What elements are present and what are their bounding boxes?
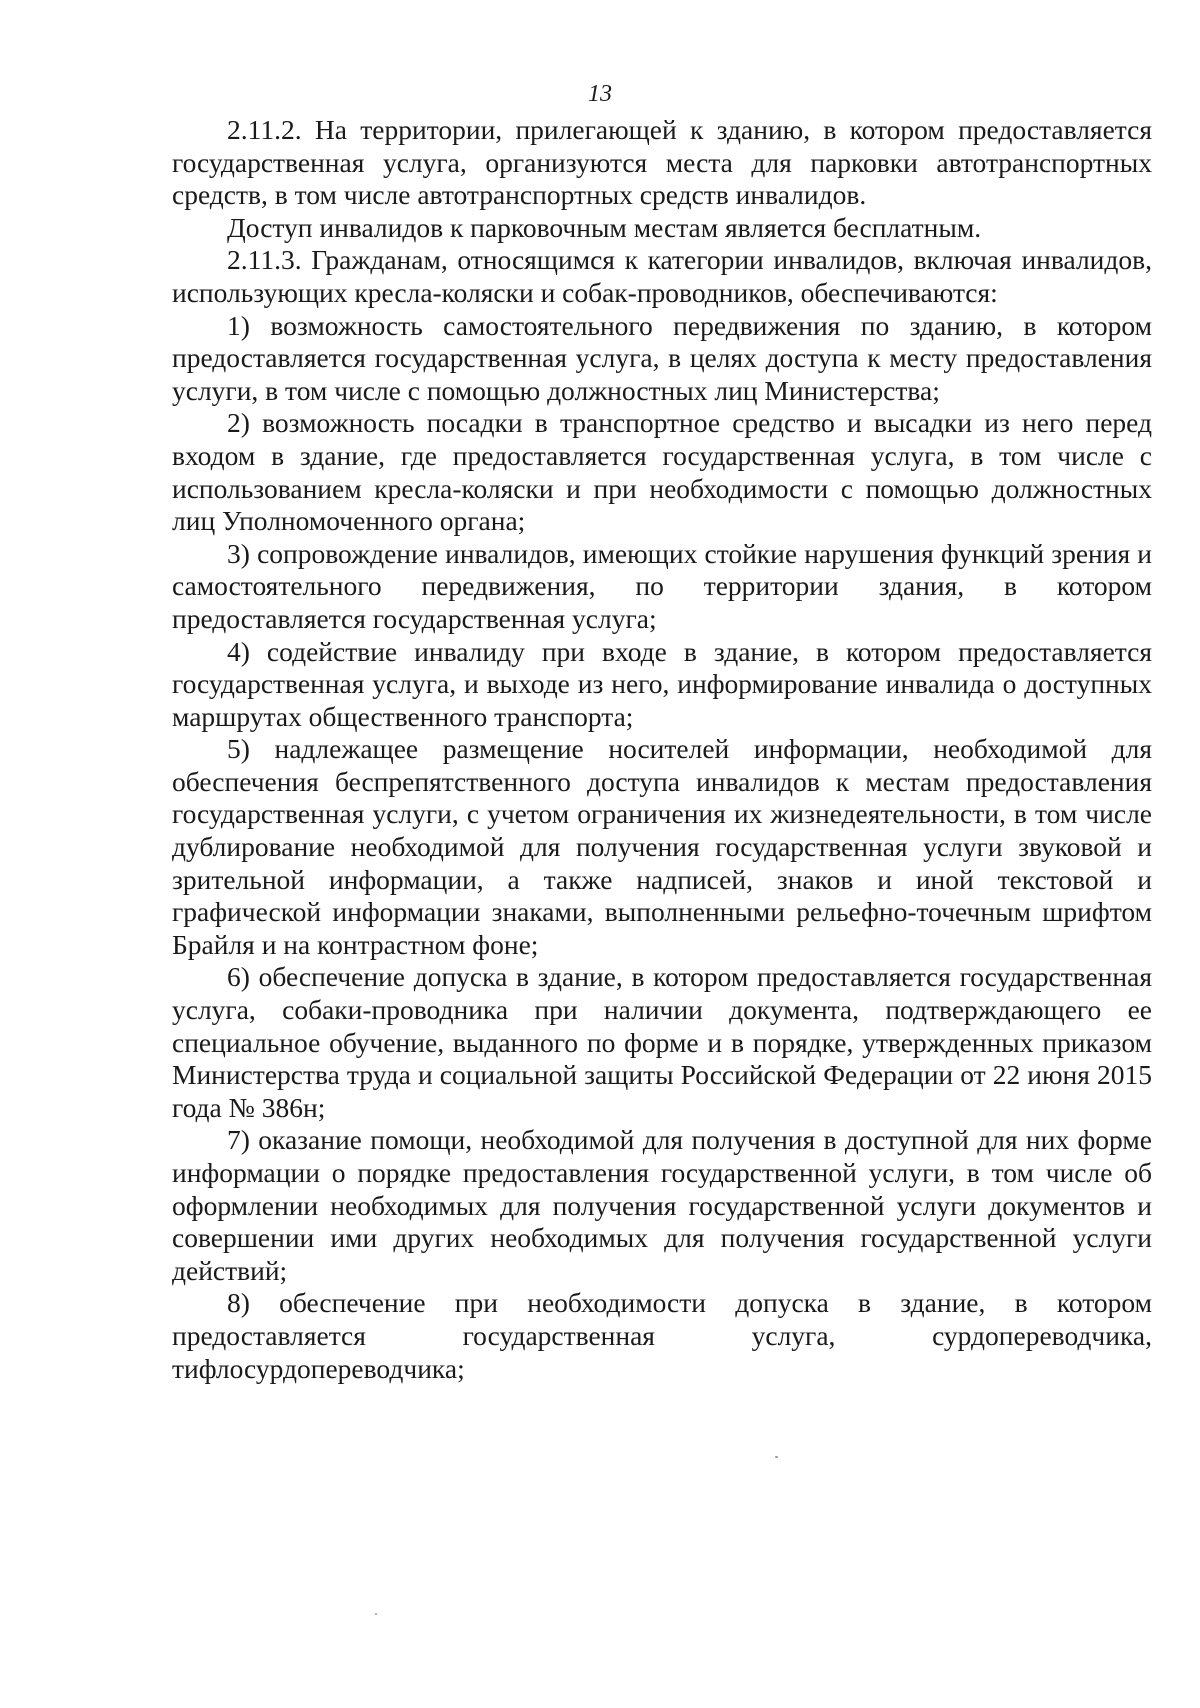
list-item-3: 3) сопровождение инвалидов, имеющих стойкие нарушения функций зрения и самостоятельного передвижения, по территории здания, в котором предоставляется государственная услуга; bbox=[172, 537, 1152, 634]
list-item-7: 7) оказание помощи, необходимой для получения в доступной для них форме информации о порядке предоставления государственной услуги, в том числе об оформлении необходимых для получения государственной услуги документов и совершении ими других необходимых для получения государственной услуги действий; bbox=[172, 1124, 1152, 1286]
paragraph-2-11-2: 2.11.2. На территории, прилегающей к зданию, в котором предоставляется государственная услуга, организуются места для парковки автотранспортных средств, в том числе автотранспортных средств инвалидов. bbox=[172, 114, 1152, 211]
paragraph-parking-access: Доступ инвалидов к парковочным местам является бесплатным. bbox=[227, 211, 982, 243]
document-body bbox=[172, 114, 1152, 1385]
scan-speck bbox=[775, 1456, 778, 1458]
list-item-1: 1) возможность самостоятельного передвижения по зданию, в котором предоставляется государственная услуга, в целях доступа к месту предоставления услуги, в том числе с помощью должностных лиц Министерства; bbox=[172, 309, 1152, 406]
list-item-4: 4) содействие инвалиду при входе в здание, в котором предоставляется государственная услуга, и выходе из него, информирование инвалида о доступных маршрутах общественного транспорта; bbox=[172, 635, 1152, 732]
list-item-2: 2) возможность посадки в транспортное средство и высадки из него перед входом в здание, где предоставляется государственная услуга, в том числе с использованием кресла-коляски и при необходимости с помощью должностных лиц Уполномоченного органа; bbox=[172, 407, 1152, 537]
list-item-8: 8) обеспечение при необходимости допуска в здание, в котором предоставляется государственная услуга, сурдопереводчика, тифлосурдопереводчика; bbox=[172, 1287, 1152, 1384]
list-item-5: 5) надлежащее размещение носителей информации, необходимой для обеспечения беспрепятственного доступа инвалидов к местам предоставления государственная услуги, с учетом ограничения их жизнедеятельности, в том числе дублирование необходимой для получения государственная услуги звуковой и зрительной информации, а также надписей, знаков и иной текстовой и графической информации знаками, выполненными рельефно-точечным шрифтом Брайля и на контрастном фоне; bbox=[172, 733, 1152, 960]
page-number: 13 bbox=[588, 81, 612, 107]
scan-speck bbox=[375, 1613, 377, 1615]
paragraph-2-11-3: 2.11.3. Гражданам, относящимся к категории инвалидов, включая инвалидов, использующих кресла-коляски и собак-проводников, обеспечиваются: bbox=[172, 244, 1152, 308]
list-item-6: 6) обеспечение допуска в здание, в котором предоставляется государственная услуга, собаки-проводника при наличии документа, подтверждающего ее специальное обучение, выданного по форме и в порядке, утвержденных приказом Министерства труда и социальной защиты Российской Федерации от 22 июня 2015 года № 386н; bbox=[172, 961, 1152, 1123]
